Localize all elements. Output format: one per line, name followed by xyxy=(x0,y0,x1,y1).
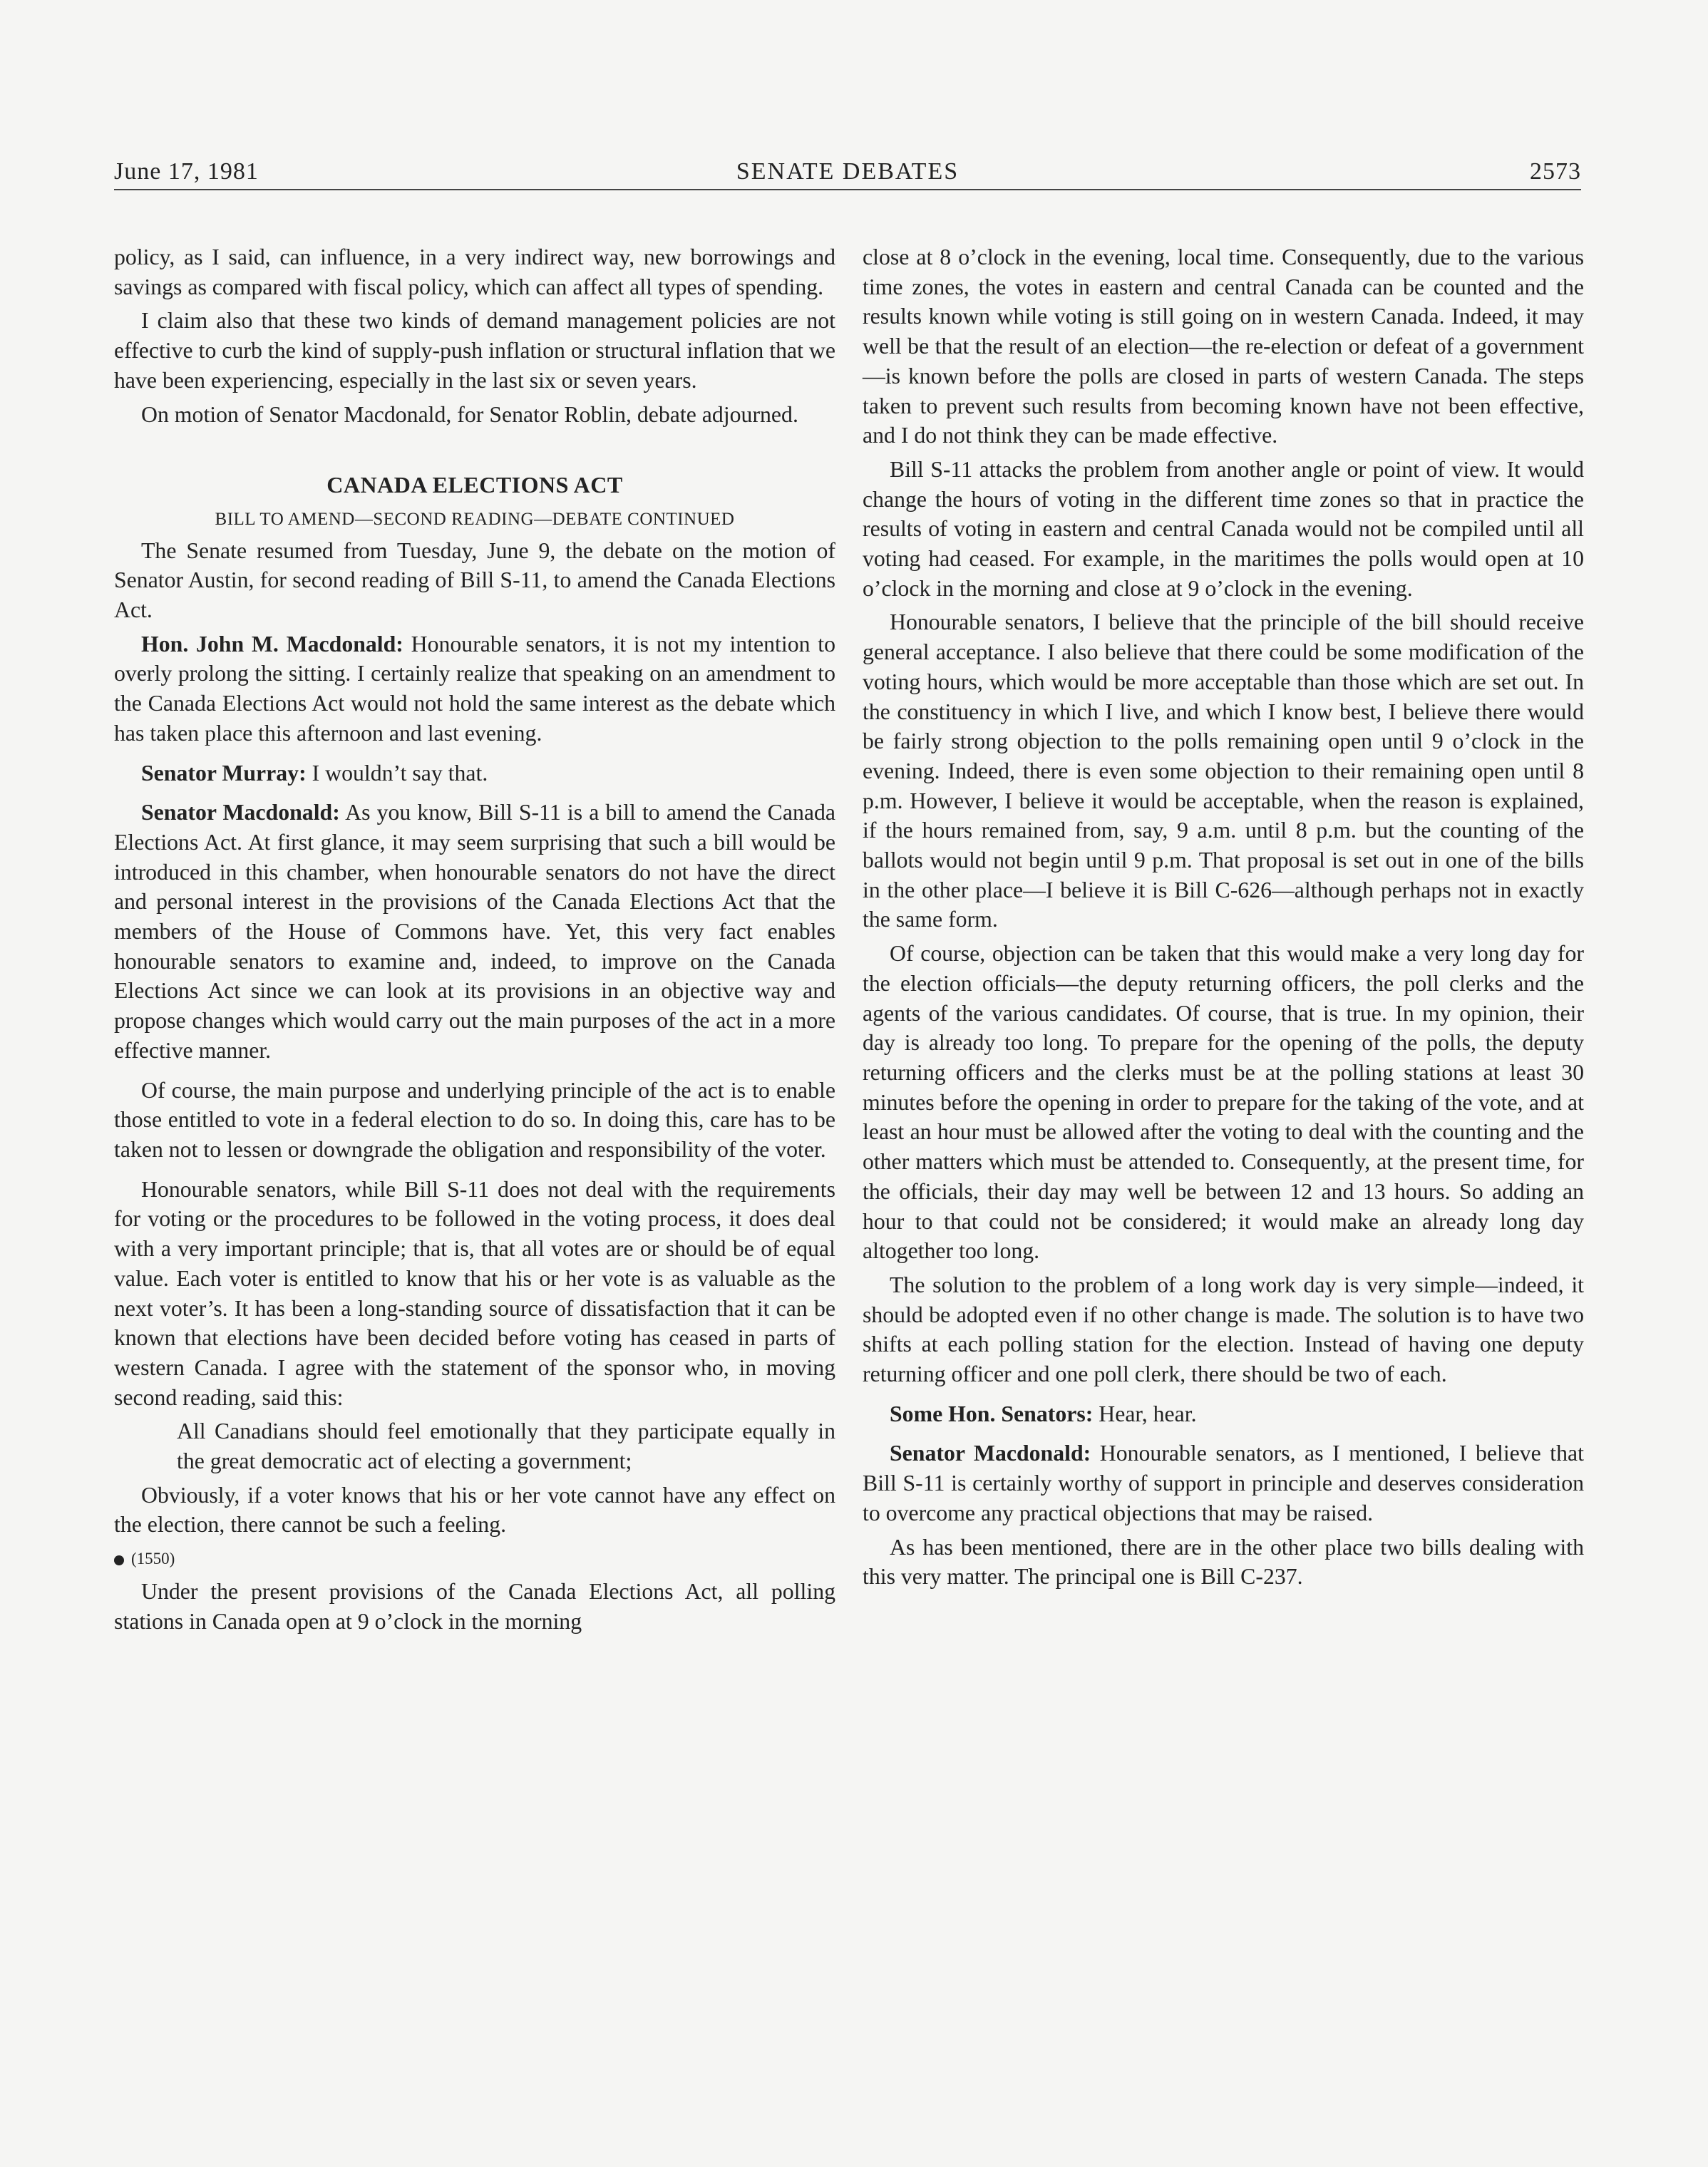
speaker-name: Senator Macdonald: xyxy=(141,800,340,825)
right-column xyxy=(863,242,1584,1596)
paragraph: The Senate resumed from Tuesday, June 9, the debate on the motion of Senator Austin, for second reading of Bill S-11, to amend the Canada Elections Act. xyxy=(114,537,835,623)
bullet-icon xyxy=(114,1555,124,1565)
paragraph: I claim also that these two kinds of demand management policies are not effective to curb the kind of supply-push inflation or structural inflation that we have been experiencing, especially in the last six or seven years. xyxy=(114,308,835,393)
header-rule xyxy=(114,189,1581,190)
paragraph: The solution to the problem of a long work day is very simple—indeed, it should be adopted even if no other change is made. The solution is to have two shifts at each polling station for the election. Instead of having one deputy returning officer and one poll clerk, there should be two of each. xyxy=(863,1272,1584,1387)
paragraph: Of course, objection can be taken that this would make a very long day for the election officials—the deputy returning officers, the poll clerks and the agents of the various candidates. Of course, that is true. In my opinion, their day is already too long. To prepare for the opening of the polls, the deputy returning officers and the clerks must be at the polling stations at least 30 minutes before the opening in order to prepare for the taking of the vote, and at least an hour must be allowed after the voting to deal with the counting and the other matters which must be attended to. Consequently, at the present time, for the officials, their day may well be between 12 and 13 hours. So adding an hour to that could not be considered; it would make an already long day altogether too long. xyxy=(863,941,1584,1264)
paragraph: policy, as I said, can influence, in a very indirect way, new borrowings and savings as compared with fiscal policy, which can affect all types of spending. xyxy=(114,245,835,299)
section-heading: CANADA ELECTIONS ACT xyxy=(326,472,623,498)
speech-text: I wouldn’t say that. xyxy=(306,760,488,786)
speech-text: Honourable senators, it is not my intention to overly prolong the sitting. I certainly realize that speaking on an amendment to the Canada Elections Act would not hold the same interest as the debate which has taken place this afternoon and last evening. xyxy=(114,631,835,746)
speech-text: Hear, hear. xyxy=(1093,1401,1197,1426)
paragraph: On motion of Senator Macdonald, for Senator Roblin, debate adjourned. xyxy=(141,401,798,427)
header-date: June 17, 1981 xyxy=(114,158,259,185)
block-quote: All Canadians should feel emotionally that they participate equally in the great democratic act of electing a government; xyxy=(177,1419,835,1474)
speaker-name: Some Hon. Senators: xyxy=(890,1401,1094,1426)
speech-paragraph xyxy=(114,758,835,788)
page-number: 2573 xyxy=(1530,158,1581,185)
time-marker-text: (1550) xyxy=(131,1550,175,1568)
speaker-name: Senator Macdonald: xyxy=(890,1441,1091,1466)
speaker-name: Senator Murray: xyxy=(141,760,307,786)
left-column xyxy=(114,242,835,1640)
paragraph: Obviously, if a voter knows that his or her vote cannot have any effect on the election, there cannot be such a feeling. xyxy=(114,1482,835,1538)
speech-text: As you know, Bill S-11 is a bill to amend the Canada Elections Act. At first glance, it may seem surprising that such a bill would be introduced in this chamber, when honourable senators do not have the direct and personal interest in the provisions of the Canada Elections Act that the members of the House of Commons have. Yet, this very fact enables honourable senators to examine and, indeed, to improve on the Canada Elections Act since we can look at its provisions in an objective way and propose changes which would carry out the main purposes of the act in a more effective manner. xyxy=(114,800,835,1063)
paragraph: As has been mentioned, there are in the other place two bills dealing with this very matter. The principal one is Bill C-237. xyxy=(863,1534,1584,1590)
speech-text: Honourable senators, as I mentioned, I believe that Bill S-11 is certainly worthy of support in principle and deserves consideration to overcome any practical objections that may be raised. xyxy=(863,1441,1584,1525)
time-marker xyxy=(114,1544,835,1574)
page-header xyxy=(114,158,1581,191)
speech-paragraph xyxy=(863,1399,1584,1429)
paragraph: close at 8 o’clock in the evening, local time. Consequently, due to the various time zones, the votes in eastern and central Canada can be counted and the results known while voting is still going on in western Canada. Indeed, it may well be that the result of an election—the re-election or defeat of a government—is known before the polls are closed in parts of western Canada. The steps taken to prevent such results from becoming known have not been effective, and I do not think they can be made effective. xyxy=(863,245,1584,448)
paragraph: Under the present provisions of the Canada Elections Act, all polling stations in Canada open at 9 o’clock in the morning xyxy=(114,1578,835,1634)
paragraph: Honourable senators, while Bill S-11 does not deal with the requirements for voting or the procedures to be followed in the voting process, it does deal with a very important principle; that is, that all votes are or should be of equal value. Each voter is entitled to know that his or her vote is as valuable as the next voter’s. It has been a long-standing source of dissatisfaction that it can be known that elections have been decided before voting has ceased in parts of western Canada. I agree with the statement of the sponsor who, in moving second reading, said this: xyxy=(114,1176,835,1410)
speech-paragraph xyxy=(863,1438,1584,1528)
header-title: SENATE DEBATES xyxy=(736,158,960,185)
section-subheading: BILL TO AMEND—SECOND READING—DEBATE CONTINUED xyxy=(215,509,735,529)
speech-paragraph xyxy=(114,798,835,1065)
paragraph: Honourable senators, I believe that the principle of the bill should receive general acceptance. I also believe that there could be some modification of the voting hours, which would be more acceptable than those which are set out. In the constituency in which I live, and which I know best, I believe there would be fairly strong objection to the polls remaining open until 9 o’clock in the evening. Indeed, there is even some objection to their remaining open until 8 p.m. However, I believe it would be acceptable, when the reason is explained, if the hours remained from, say, 9 a.m. until 8 p.m. but the counting of the ballots would not begin until 9 p.m. That proposal is set out in one of the bills in the other place—I believe it is Bill C-626—although perhaps not in exactly the same form. xyxy=(863,609,1584,932)
speaker-name: Hon. John M. Macdonald: xyxy=(141,631,403,657)
paragraph: Of course, the main purpose and underlying principle of the act is to enable those entitled to vote in a federal election to do so. In doing this, care has to be taken not to lessen or downgrade the obligation and responsibility of the voter. xyxy=(114,1077,835,1162)
speech-paragraph xyxy=(114,629,835,748)
paragraph: Bill S-11 attacks the problem from another angle or point of view. It would change the hours of voting in the different time zones so that in practice the results of voting in eastern and central Canada would not be compiled until all voting had ceased. For example, in the maritimes the polls would open at 10 o’clock in the morning and close at 9 o’clock in the evening. xyxy=(863,456,1584,601)
